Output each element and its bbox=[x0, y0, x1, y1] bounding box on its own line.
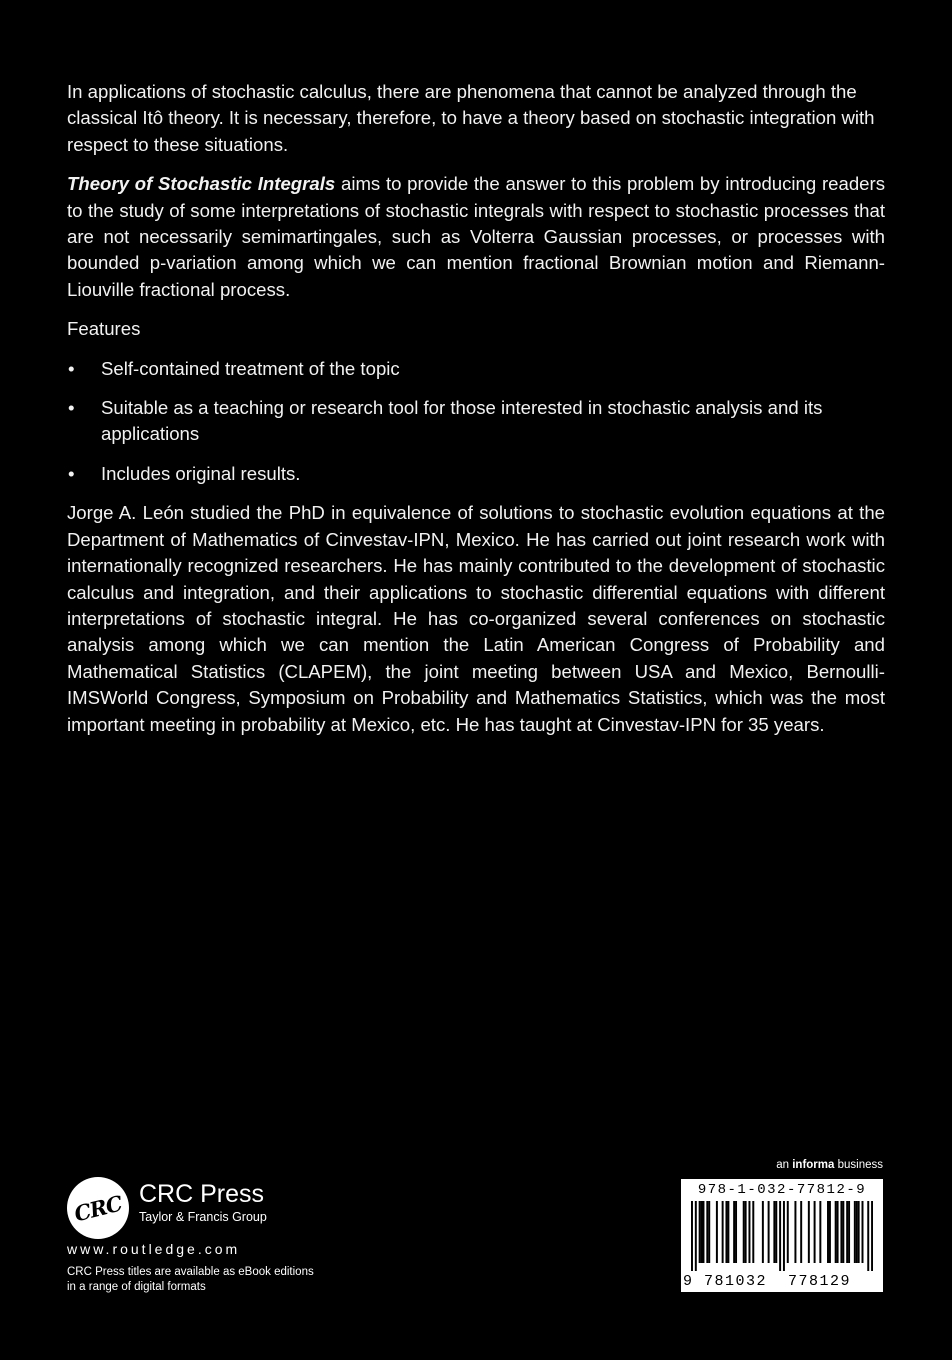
barcode-bar bbox=[699, 1201, 701, 1263]
barcode-digits: 9 781032 778129 bbox=[683, 1273, 852, 1290]
informa-business-label: an informa business bbox=[776, 1159, 883, 1171]
crc-logo-icon: CRC bbox=[67, 1177, 129, 1239]
barcode-bar bbox=[835, 1201, 837, 1263]
barcode-bar bbox=[856, 1201, 858, 1263]
barcode-bar bbox=[829, 1201, 831, 1263]
barcode-bar bbox=[768, 1201, 770, 1263]
feature-item: • Self-contained treatment of the topic bbox=[67, 356, 885, 382]
barcode-bar bbox=[848, 1201, 850, 1263]
bullet-icon: • bbox=[68, 397, 75, 419]
barcode-bar bbox=[752, 1201, 754, 1263]
barcode-bar bbox=[727, 1201, 729, 1263]
barcode-bar bbox=[787, 1201, 789, 1263]
barcode-bar bbox=[743, 1201, 745, 1263]
barcode-bar bbox=[702, 1201, 704, 1263]
author-bio: Jorge A. León studied the PhD in equivalence of solutions to stochastic evolution equations at the Department of Mathematics of Cinvestav-IPN, Mexico. He has carried out joint research work with internationally recognized researchers. He has mainly contributed to the development of stochastic calculus and integration, and their applications to stochastic differential equations with different interpretations of stochastic integral. He has co-organized several conferences on stochastic analysis among which we can mention the Latin American Congress of Probability and Mathematical Statistics (CLAPEM), the joint meeting between USA and Mexico, Bernoulli-IMSWorld Congress, Symposium on Probability and Mathematics Statistics, which was the most important meeting in probability at Mexico, etc. He has taught at Cinvestav-IPN for 35 years. bbox=[67, 502, 885, 735]
barcode-bar bbox=[819, 1201, 821, 1263]
publisher-group: Taylor & Francis Group bbox=[139, 1210, 267, 1224]
barcode-bar bbox=[773, 1201, 775, 1263]
barcode-bar bbox=[814, 1201, 816, 1263]
barcode-bar bbox=[862, 1201, 864, 1263]
isbn-barcode bbox=[681, 1179, 883, 1292]
barcode-bar bbox=[783, 1201, 785, 1271]
barcode-bar bbox=[842, 1201, 844, 1263]
ebook-note: CRC Press titles are available as eBook editions in a range of digital formats bbox=[67, 1266, 314, 1293]
publisher-name: CRC Press bbox=[139, 1180, 265, 1208]
barcode-bar bbox=[854, 1201, 856, 1263]
barcode-bar bbox=[695, 1201, 697, 1271]
bullet-icon: • bbox=[68, 462, 75, 484]
barcode-bar bbox=[748, 1201, 750, 1263]
barcode-bar bbox=[775, 1201, 777, 1263]
features-list bbox=[67, 356, 885, 488]
barcode-bar bbox=[858, 1201, 860, 1263]
bullet-icon: • bbox=[68, 357, 75, 379]
barcode-bar bbox=[735, 1201, 737, 1263]
barcode-bar bbox=[725, 1201, 727, 1263]
publisher-website: www.routledge.com bbox=[67, 1241, 241, 1257]
barcode-bar bbox=[706, 1201, 708, 1263]
barcode-bar bbox=[701, 1201, 703, 1263]
barcode-bar bbox=[871, 1201, 873, 1271]
description-paragraph bbox=[67, 171, 885, 303]
book-title: Theory of Stochastic Integrals bbox=[67, 173, 336, 195]
barcode-bar bbox=[779, 1201, 781, 1271]
feature-item: • Includes original results. bbox=[67, 461, 885, 487]
back-cover-text bbox=[67, 79, 885, 751]
barcode-bar bbox=[827, 1201, 829, 1263]
publisher-block bbox=[67, 1175, 367, 1305]
barcode-bar bbox=[745, 1201, 747, 1263]
feature-item: • Suitable as a teaching or research tool for those interested in stochastic analysis and its applications bbox=[68, 397, 823, 445]
isbn-number: 978-1-032-77812-9 bbox=[697, 1182, 867, 1198]
barcode-bars bbox=[691, 1201, 873, 1271]
barcode-bar bbox=[762, 1201, 764, 1263]
description-text: aims to provide the answer to this problem by introducing readers to the study of some interpretations of stochastic integrals with respect to stochastic processes that are not necessarily semimartingales, such as Volterra Gaussian processes, or processes with bounded p-variation among which we can mention fractional Brownian motion and Riemann-Liouville fractional process. bbox=[67, 173, 885, 300]
barcode-bar bbox=[808, 1201, 810, 1263]
barcode-bar bbox=[837, 1201, 839, 1263]
intro-paragraph: In applications of stochastic calculus, there are phenomena that cannot be analyzed through the classical Itô theory. It is necessary, therefore, to have a theory based on stochastic integration with respect to these situations. bbox=[67, 81, 875, 155]
barcode-bar bbox=[846, 1201, 848, 1263]
barcode-bar bbox=[708, 1201, 710, 1263]
barcode-bar bbox=[716, 1201, 718, 1263]
barcode-bar bbox=[691, 1201, 693, 1271]
barcode-bar bbox=[722, 1201, 724, 1263]
barcode-bar bbox=[840, 1201, 842, 1263]
features-heading: Features bbox=[67, 318, 141, 340]
barcode-bar bbox=[800, 1201, 802, 1263]
barcode-bar bbox=[867, 1201, 869, 1271]
barcode-bar bbox=[794, 1201, 796, 1263]
barcode-bar bbox=[733, 1201, 735, 1263]
